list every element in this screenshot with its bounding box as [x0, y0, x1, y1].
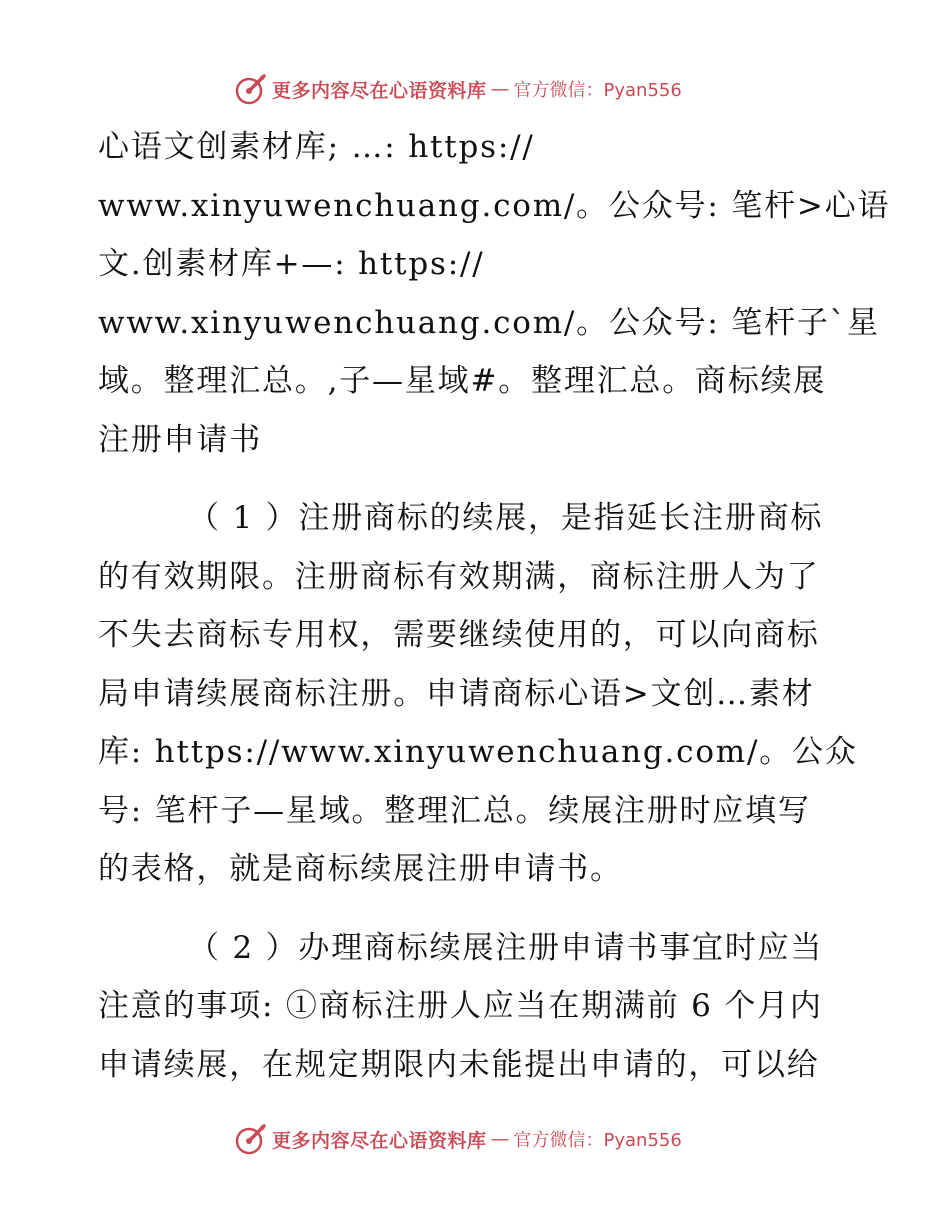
banner-dash: —: [490, 78, 510, 100]
banner-dash: —: [490, 1128, 510, 1150]
para1-line: 号: 笔杆子—星域。整理汇总。续展注册时应填写: [98, 792, 811, 829]
pen-logo-icon: [234, 1122, 268, 1156]
para1-line: （ 1 ）注册商标的续展，是指延长注册商标: [188, 500, 824, 536]
paragraph-gap: [98, 899, 858, 919]
intro-line: www.xinyuwenchuang.com/。公众号: 笔杆子`星: [98, 304, 880, 341]
banner-contact: 官方微信：Pyan556: [513, 1130, 682, 1151]
para2-line: 申请续展，在规定期限内未能提出申请的，可以给: [98, 1046, 820, 1083]
document-body: [98, 118, 891, 1094]
header-banner: [234, 72, 682, 106]
paragraph-gap: [98, 469, 858, 489]
footer-banner: [234, 1122, 682, 1156]
para2-line: （ 2 ）办理商标续展注册申请书事宜时应当: [188, 929, 824, 966]
intro-line: 文.创素材库+—: https://: [98, 246, 485, 282]
pen-logo-icon: [234, 72, 268, 106]
intro-line: www.xinyuwenchuang.com/。公众号: 笔杆>心语: [98, 187, 891, 224]
intro-line: 域。整理汇总。,子—星域#。整理汇总。商标续展: [98, 363, 827, 399]
banner-title: 更多内容尽在心语资料库: [272, 1129, 487, 1152]
para2-line: 注意的事项: ①商标注册人应当在期满前 6 个月内: [98, 988, 823, 1024]
banner-title: 更多内容尽在心语资料库: [272, 79, 487, 102]
intro-line: 注册申请书: [98, 421, 262, 458]
para1-line: 局申请续展商标注册。申请商标心语>文创…素材: [98, 675, 815, 712]
para1-line: 的有效期限。注册商标有效期满，商标注册人为了: [98, 558, 820, 595]
para1-line: 库: https://www.xinyuwenchuang.com/。公众: [98, 734, 858, 770]
intro-line: 心语文创素材库; …: https://: [98, 129, 535, 165]
banner-contact: 官方微信：Pyan556: [513, 80, 682, 101]
para1-line: 不失去商标专用权，需要继续使用的，可以向商标: [98, 617, 820, 653]
para1-line: 的表格，就是商标续展注册申请书。: [98, 851, 623, 887]
